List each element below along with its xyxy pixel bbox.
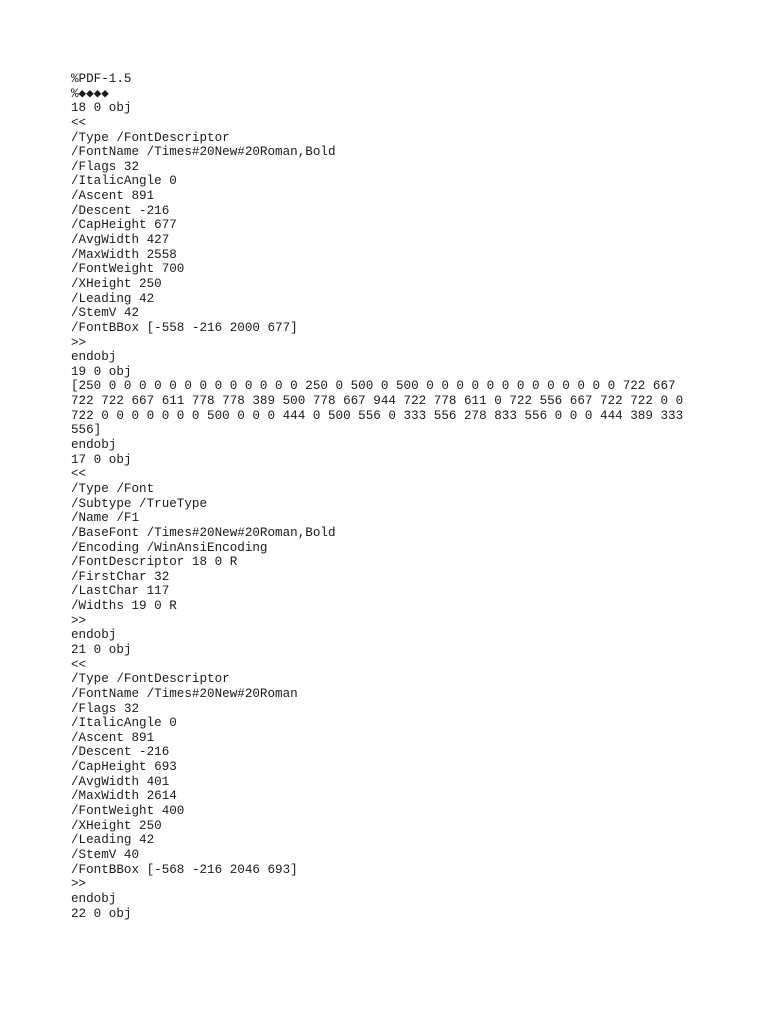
text-line: 17 0 obj [71, 452, 132, 467]
text-line: /Leading 42 [71, 833, 155, 848]
text-line: /StemV 42 [71, 306, 140, 321]
text-line: 722 0 0 0 0 0 0 0 500 0 0 0 444 0 500 556 0 333 556 278 833 556 0 0 0 444 389 333 [71, 408, 684, 423]
text-line: /CapHeight 677 [71, 218, 177, 233]
text-line: 21 0 obj [71, 642, 132, 657]
text-line: /Ascent 891 [71, 730, 155, 745]
text-line: [250 0 0 0 0 0 0 0 0 0 0 0 0 0 250 0 500 0 500 0 0 0 0 0 0 0 0 0 0 0 0 0 722 667 [71, 379, 676, 394]
text-line: %◆◆◆◆ [71, 86, 109, 101]
text-line: /AvgWidth 427 [71, 233, 170, 248]
text-line: endobj [71, 438, 117, 453]
text-line: /Leading 42 [71, 291, 155, 306]
text-line: 18 0 obj [71, 101, 132, 116]
text-line: /CapHeight 693 [71, 760, 177, 775]
text-line: endobj [71, 628, 117, 643]
text-line: >> [71, 335, 87, 350]
text-line: /Descent -216 [71, 745, 170, 760]
text-line: /XHeight 250 [71, 276, 162, 291]
text-line: /Flags 32 [71, 701, 140, 716]
text-line: 19 0 obj [71, 364, 132, 379]
text-line: /Widths 19 0 R [71, 599, 177, 614]
text-line: 22 0 obj [71, 906, 132, 921]
text-line: /MaxWidth 2614 [71, 789, 177, 804]
pdf-source-text [71, 72, 731, 921]
text-line: /StemV 40 [71, 847, 140, 862]
text-line: /XHeight 250 [71, 818, 162, 833]
text-line: %PDF-1.5 [71, 72, 132, 86]
text-line: /AvgWidth 401 [71, 774, 170, 789]
text-line: /FontWeight 700 [71, 262, 185, 277]
text-line: /FontWeight 400 [71, 804, 185, 819]
text-line: 722 722 667 611 778 778 389 500 778 667 944 722 778 611 0 722 556 667 722 722 0 0 [71, 394, 684, 409]
text-line: /FontDescriptor 18 0 R [71, 555, 238, 570]
text-line: /ItalicAngle 0 [71, 716, 177, 731]
text-line: /Type /FontDescriptor [71, 130, 230, 145]
text-line: /Ascent 891 [71, 189, 155, 204]
text-line: /FontName /Times#20New#20Roman,Bold [71, 145, 336, 160]
text-line: >> [71, 877, 87, 892]
text-line: /BaseFont /Times#20New#20Roman,Bold [71, 525, 336, 540]
text-line: << [71, 115, 87, 130]
text-line: /MaxWidth 2558 [71, 247, 177, 262]
text-line: /Descent -216 [71, 203, 170, 218]
text-line: 556] [71, 423, 102, 438]
text-line: /FontBBox [-558 -216 2000 677] [71, 320, 298, 335]
text-line: << [71, 467, 87, 482]
text-line: /Name /F1 [71, 511, 140, 526]
text-line: /Flags 32 [71, 159, 140, 174]
text-line: /Encoding /WinAnsiEncoding [71, 540, 268, 555]
text-line: /Type /FontDescriptor [71, 672, 230, 687]
text-line: endobj [71, 891, 117, 906]
text-line: /FirstChar 32 [71, 569, 170, 584]
text-line: >> [71, 613, 87, 628]
text-line: endobj [71, 350, 117, 365]
text-line: /Type /Font [71, 481, 155, 496]
text-line: /FontName /Times#20New#20Roman [71, 686, 298, 701]
text-line: << [71, 657, 87, 672]
text-line: /ItalicAngle 0 [71, 174, 177, 189]
text-line: /LastChar 117 [71, 584, 170, 599]
text-line: /FontBBox [-568 -216 2046 693] [71, 862, 298, 877]
text-line: /Subtype /TrueType [71, 496, 208, 511]
